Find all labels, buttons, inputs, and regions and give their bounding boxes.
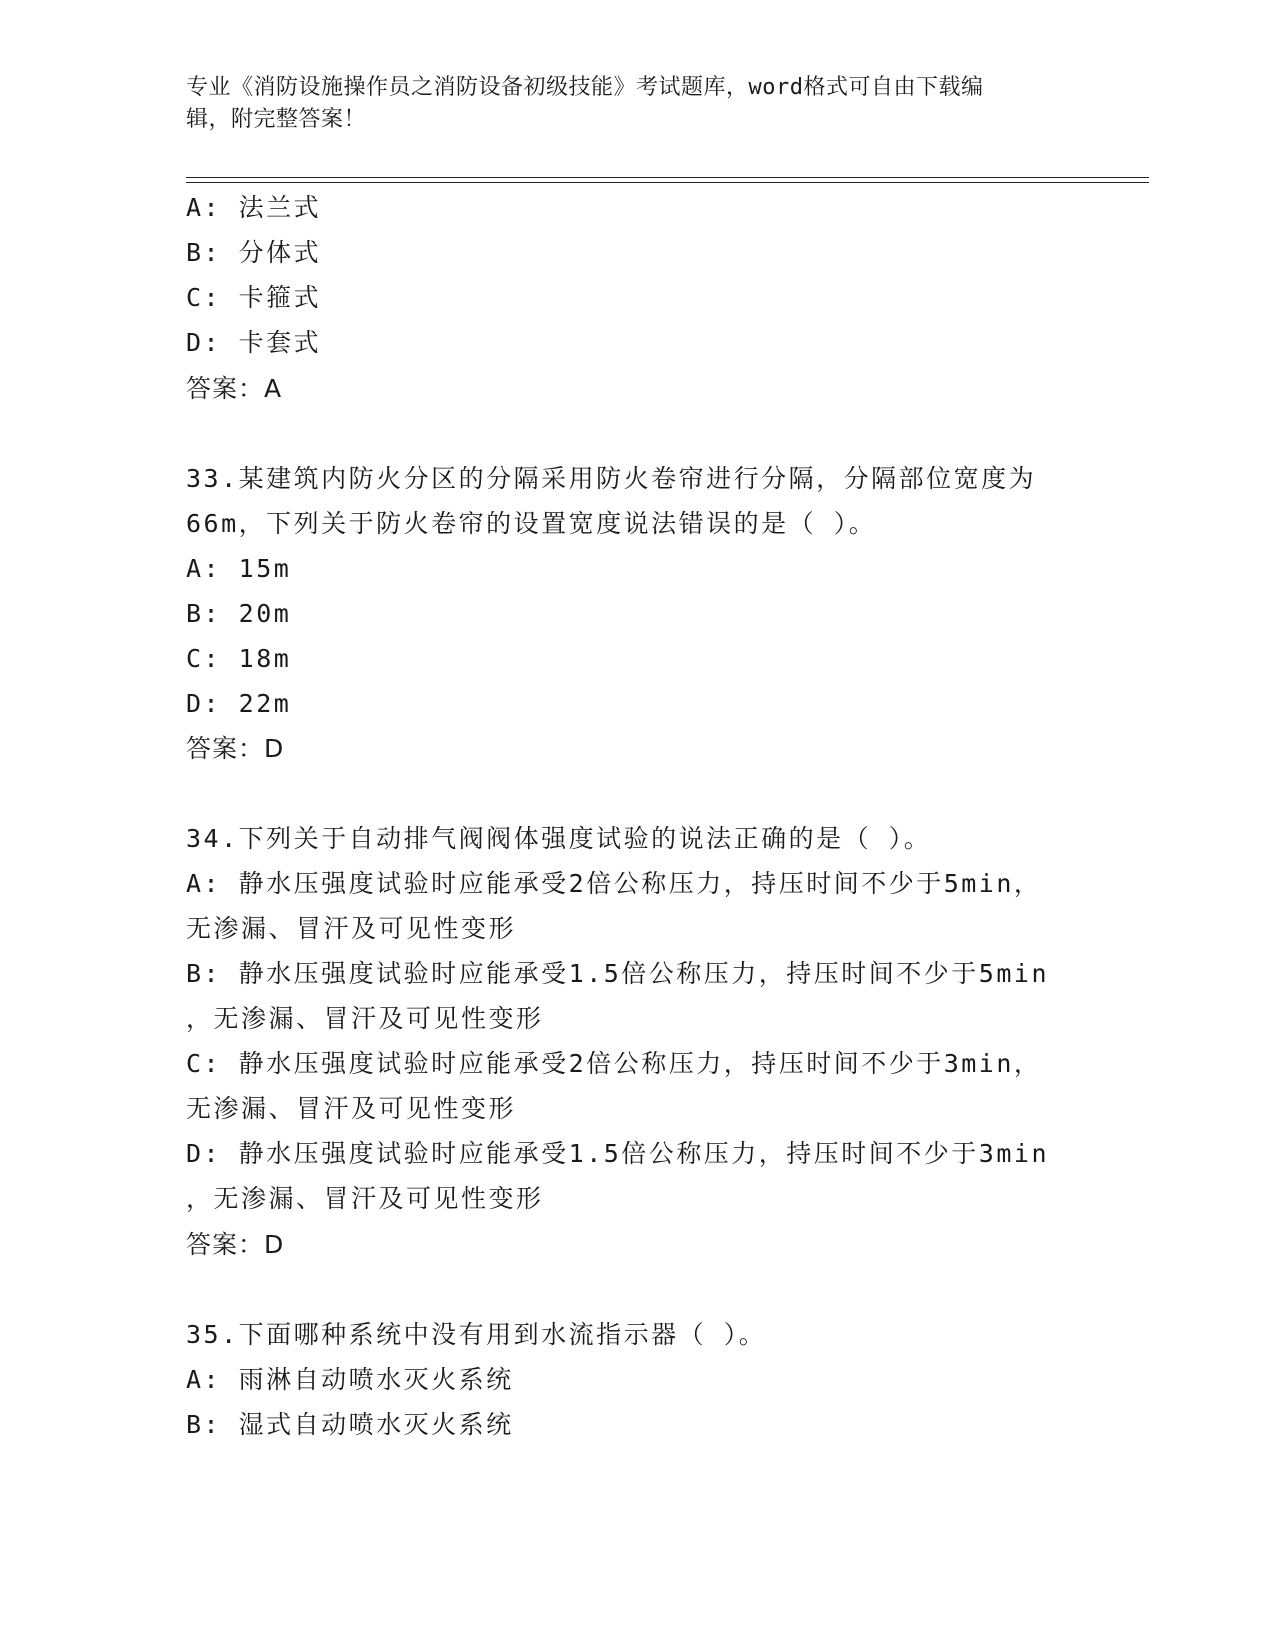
q32-option-d: D: 卡套式 [186, 328, 322, 357]
q33-answer: 答案：D [186, 734, 285, 763]
q33-option-a: A: 15m [186, 554, 292, 583]
document-header [186, 72, 1066, 136]
q34-option-c-line-1: C: 静水压强度试验时应能承受2倍公称压力，持压时间不少于3min， [186, 1049, 1042, 1078]
q32-answer: 答案：A [186, 374, 283, 403]
header-line-2: 辑，附完整答案！ [186, 107, 367, 132]
q34-option-d-line-2: ，无渗漏、冒汗及可见性变形 [186, 1184, 544, 1213]
q35-stem: 35.下面哪种系统中没有用到水流指示器（ ）。 [186, 1320, 767, 1349]
header-line-1: 专业《消防设施操作员之消防设备初级技能》考试题库，word格式可自由下载编 [186, 75, 984, 100]
q34-option-b-line-1: B: 静水压强度试验时应能承受1.5倍公称压力，持压时间不少于5min [186, 959, 1050, 988]
q33-stem-line-1: 33.某建筑内防火分区的分隔采用防火卷帘进行分隔，分隔部位宽度为 [186, 464, 1037, 493]
q35-option-a: A: 雨淋自动喷水灭火系统 [186, 1365, 514, 1394]
q32-option-b: B: 分体式 [186, 238, 322, 267]
q34-option-c-line-2: 无渗漏、冒汗及可见性变形 [186, 1094, 517, 1123]
q34-answer: 答案：D [186, 1230, 285, 1259]
q35-option-b: B: 湿式自动喷水灭火系统 [186, 1410, 514, 1439]
q33-stem-line-2: 66m，下列关于防火卷帘的设置宽度说法错误的是（ ）。 [186, 509, 877, 538]
q33-option-c: C: 18m [186, 644, 292, 673]
header-divider-bottom [186, 182, 1149, 183]
q33-option-d: D: 22m [186, 689, 292, 718]
q32-option-c: C: 卡箍式 [186, 283, 322, 312]
q34-option-b-line-2: ，无渗漏、冒汗及可见性变形 [186, 1004, 544, 1033]
q33-option-b: B: 20m [186, 599, 292, 628]
q34-stem: 34.下列关于自动排气阀阀体强度试验的说法正确的是（ ）。 [186, 824, 932, 853]
q32-option-a: A: 法兰式 [186, 193, 322, 222]
header-divider-top [186, 177, 1149, 178]
q34-option-a-line-1: A: 静水压强度试验时应能承受2倍公称压力，持压时间不少于5min， [186, 869, 1042, 898]
q34-option-d-line-1: D: 静水压强度试验时应能承受1.5倍公称压力，持压时间不少于3min [186, 1139, 1050, 1168]
q34-option-a-line-2: 无渗漏、冒汗及可见性变形 [186, 914, 517, 943]
